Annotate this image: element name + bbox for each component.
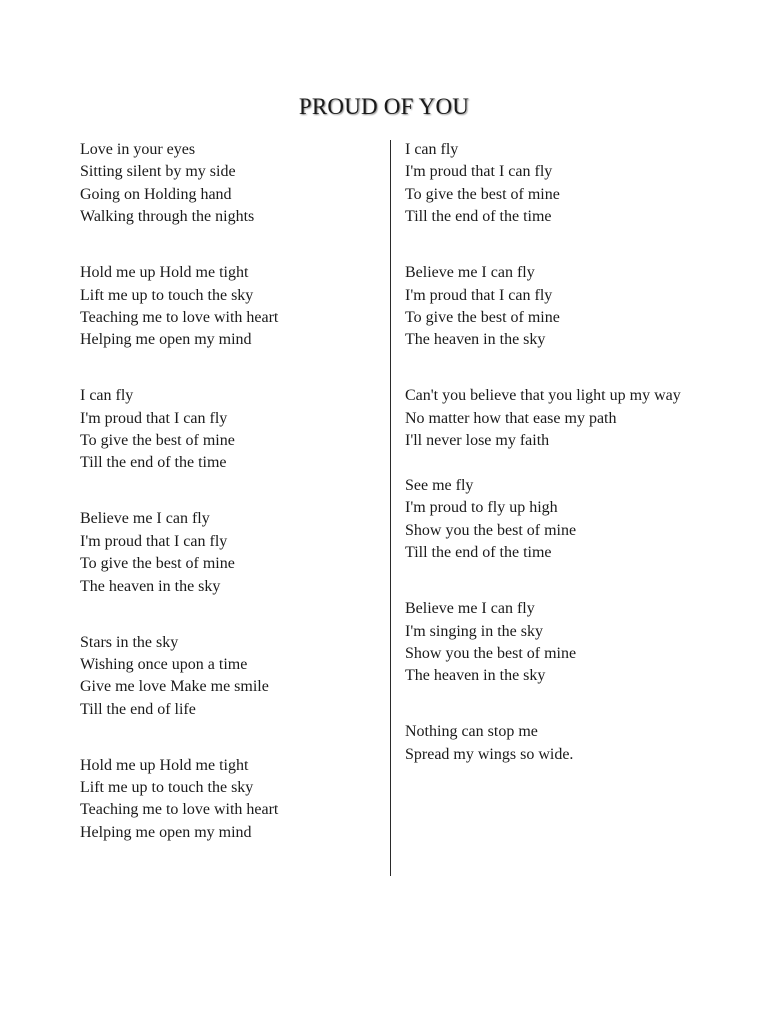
lyric-line: I'm proud that I can fly [405,163,553,181]
lyric-line: I'm proud that I can fly [80,409,228,427]
stanza-gap [405,352,745,386]
lyric-line: Give me love Make me smile [80,678,269,696]
left-column [80,139,380,844]
lyric-line: I can fly [405,141,459,158]
lyric-line: I'll never lose my faith [405,432,550,450]
column-divider [390,140,391,876]
lyric-line: Walking through the nights [80,208,255,226]
lyric-line: Believe me I can fly [405,264,535,282]
lyric-line: To give the best of mine [405,185,560,203]
lyric-line: To give the best of mine [80,555,235,573]
lyric-line: Show you the best of mine [405,521,577,539]
lyric-line: To give the best of mine [80,432,235,450]
lyric-line: Sitting silent by my side [80,163,236,181]
right-column [405,139,745,766]
lyric-line: I'm proud that I can fly [80,532,228,550]
stanza [80,139,380,229]
lyric-line: Believe me I can fly [405,600,535,618]
stanza [405,598,745,688]
lyric-line: Lift me up to touch the sky [80,286,254,304]
stanza-gap [80,598,380,632]
stanza [80,508,380,598]
stanza [80,385,380,475]
lyric-line: Hold me up Hold me tight [80,756,249,774]
stanza [80,632,380,722]
stanza [405,475,745,565]
stanza-gap [80,475,380,509]
lyric-line: Till the end of the time [405,208,552,226]
lyric-line: The heaven in the sky [405,331,546,349]
stanza-gap [405,452,745,475]
lyric-line: I'm proud to fly up high [405,499,558,517]
stanza-gap [405,229,745,263]
lyric-line: The heaven in the sky [80,577,221,595]
lyric-line: The heaven in the sky [405,667,546,685]
stanza [405,139,745,229]
lyric-line: Teaching me to love with heart [80,801,279,819]
lyric-line: I'm singing in the sky [405,622,543,640]
lyric-line: To give the best of mine [405,308,560,326]
page-title: PROUD OF YOU [298,94,470,119]
lyric-line: Till the end of the time [80,454,227,472]
lyric-line: Helping me open my mind [80,823,252,841]
lyric-line: Till the end of the time [405,544,552,562]
stanza [80,755,380,845]
lyric-line: Love in your eyes [80,141,196,158]
stanza [405,262,745,352]
lyric-line: Nothing can stop me [405,723,538,741]
lyric-line: No matter how that ease my path [405,409,617,427]
lyric-line: See me fly [405,476,474,494]
stanza-gap [405,565,745,599]
lyric-line: Helping me open my mind [80,331,252,349]
stanza-gap [80,352,380,386]
stanza-gap [80,721,380,755]
stanza [405,721,745,766]
stanza-gap [80,229,380,263]
lyric-line: Going on Holding hand [80,185,232,203]
lyric-line: Till the end of life [80,700,196,718]
stanza [80,262,380,352]
lyric-line: Show you the best of mine [405,644,577,662]
lyric-line: Lift me up to touch the sky [80,779,254,797]
lyric-line: Can't you believe that you light up my way [405,387,681,405]
lyric-line: Stars in the sky [80,633,179,651]
lyric-line: I can fly [80,387,134,405]
lyric-line: Wishing once upon a time [80,655,248,673]
lyric-line: I'm proud that I can fly [405,286,553,304]
stanza-gap [405,688,745,722]
stanza [405,385,745,452]
lyric-line: Spread my wings so wide. [405,745,574,763]
lyric-line: Hold me up Hold me tight [80,264,249,282]
lyric-line: Teaching me to love with heart [80,308,279,326]
lyric-line: Believe me I can fly [80,510,210,528]
